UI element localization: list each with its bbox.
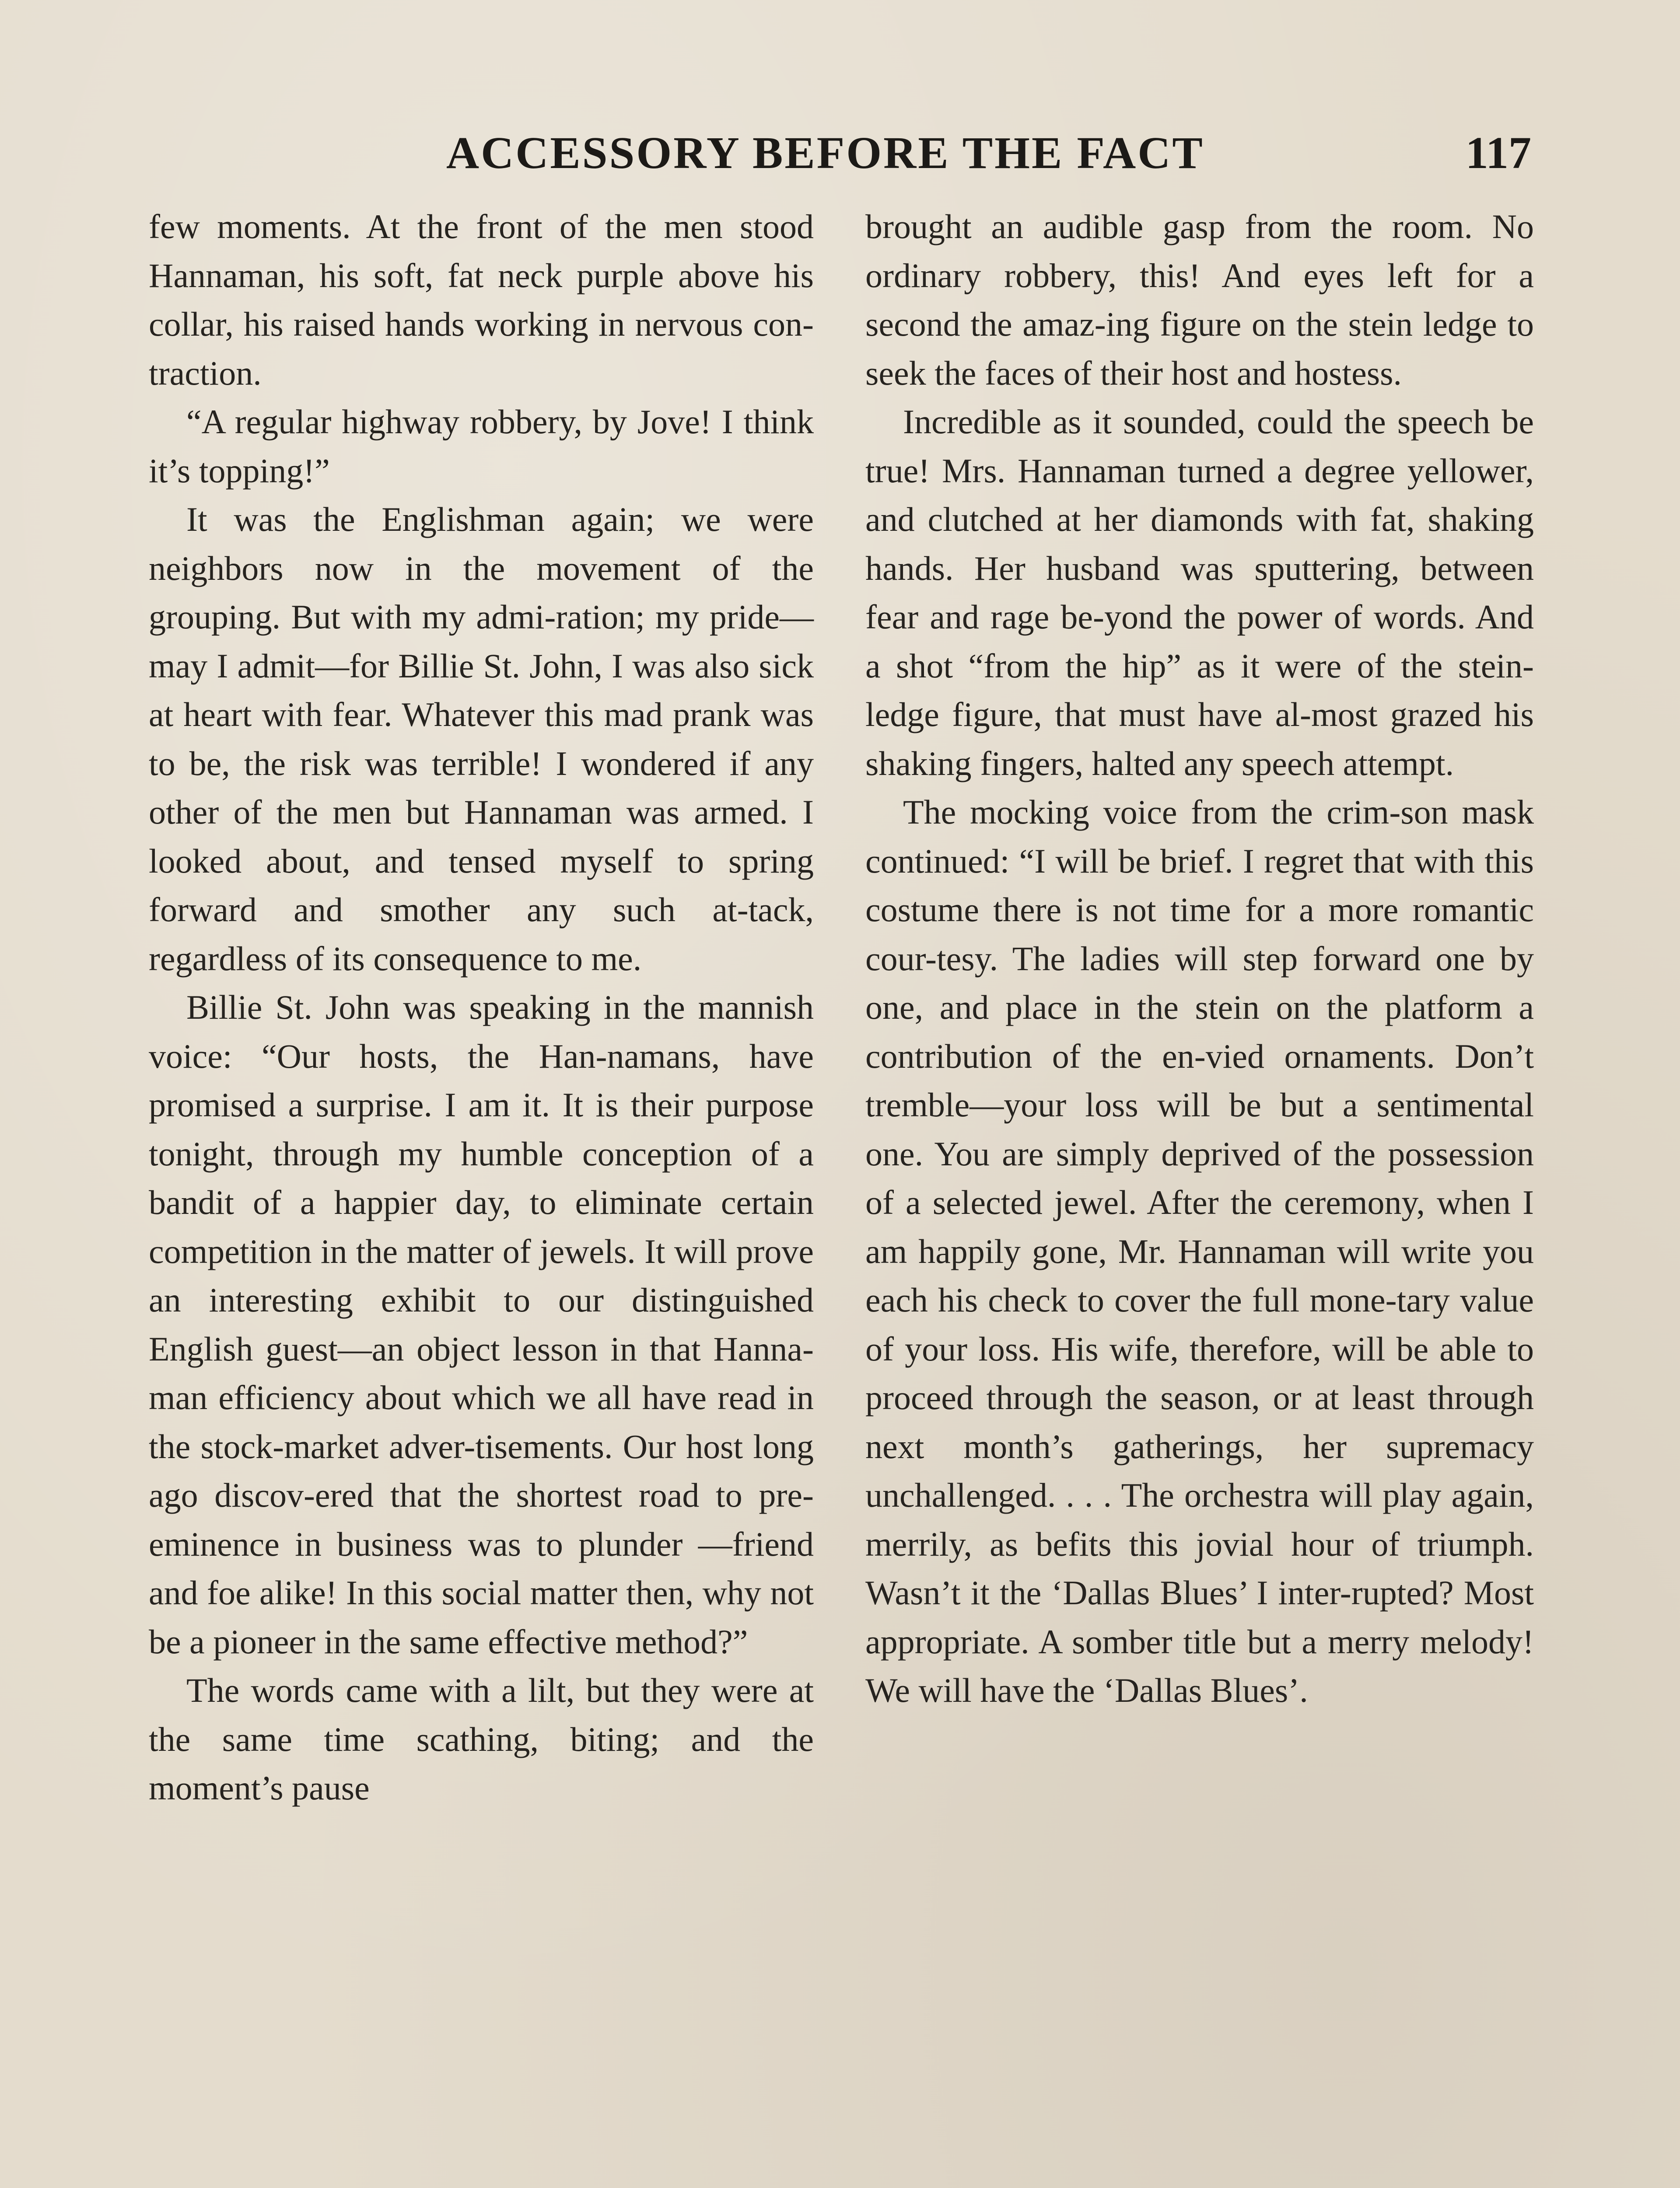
paragraph: The mocking voice from the crim-son mask continued: “I will be brief. I regret that with this costume there is not time for a more romantic cour-tesy. The ladies will step forward one by one, and place in the stein on the platform a contribution of the en-vied ornaments. Don’t tremble—your loss will be but a sentimental one. You are simply deprived of the possession of a selected jewel. After the ceremony, when I am happily gone, Mr. Hannaman will write you each his check to cover the full mone-tary value of your loss. His wife, therefore, will be able to proceed through the season, or at least through next month’s gatherings, her supremacy unchallenged. . . . The orchestra will play again, merrily, as befits this jovial hour of triumph. Wasn’t it the ‘Dallas Blues’ I inter-rupted? Most appropriate. A somber title but a merry melody! We will have the ‘Dallas Blues’. xyxy=(865,793,1534,1709)
paragraph: few moments. At the front of the men stood Hannaman, his soft, fat neck purple above his collar, his raised hands working in nervous con-traction. xyxy=(149,207,814,392)
right-column xyxy=(865,202,1534,1715)
paragraph: “A regular highway robbery, by Jove! I think it’s topping!” xyxy=(149,403,814,490)
page-header xyxy=(149,127,1531,193)
page-number: 117 xyxy=(1465,128,1531,178)
paragraph: The words came with a lilt, but they were at the same time scathing, biting; and the moment’s pause xyxy=(149,1671,814,1807)
running-title: ACCESSORY BEFORE THE FACT xyxy=(446,128,1204,178)
paragraph: brought an audible gasp from the room. No ordinary robbery, this! And eyes left for a second the amaz-ing figure on the stein ledge to seek the faces of their host and hostess. xyxy=(865,207,1534,392)
paragraph: Billie St. John was speaking in the mannish voice: “Our hosts, the Han-namans, have promised a surprise. I am it. It is their purpose tonight, through my humble conception of a bandit of a happier day, to eliminate certain competition in the matter of jewels. It will prove an interesting exhibit to our distinguished English guest—an object lesson in that Hanna-man efficiency about which we all have read in the stock-market adver-tisements. Our host long ago discov-ered that the shortest road to pre-eminence in business was to plunder —friend and foe alike! In this social matter then, why not be a pioneer in the same effective method?” xyxy=(149,988,814,1661)
left-column xyxy=(149,202,814,1813)
paragraph: Incredible as it sounded, could the speech be true! Mrs. Hannaman turned a degree yellower, and clutched at her diamonds with fat, shaking hands. Her husband was sputtering, between fear and rage be-yond the power of words. And a shot “from the hip” as it were of the stein-ledge figure, that must have al-most grazed his shaking fingers, halted any speech attempt. xyxy=(865,403,1534,782)
paragraph: It was the Englishman again; we were neighbors now in the movement of the grouping. But with my admi-ration; my pride—may I admit—for Billie St. John, I was also sick at heart with fear. Whatever this mad prank was to be, the risk was terrible! I wondered if any other of the men but Hannaman was armed. I looked about, and tensed myself to spring forward and smother any such at-tack, regardless of its consequence to me. xyxy=(149,500,814,978)
